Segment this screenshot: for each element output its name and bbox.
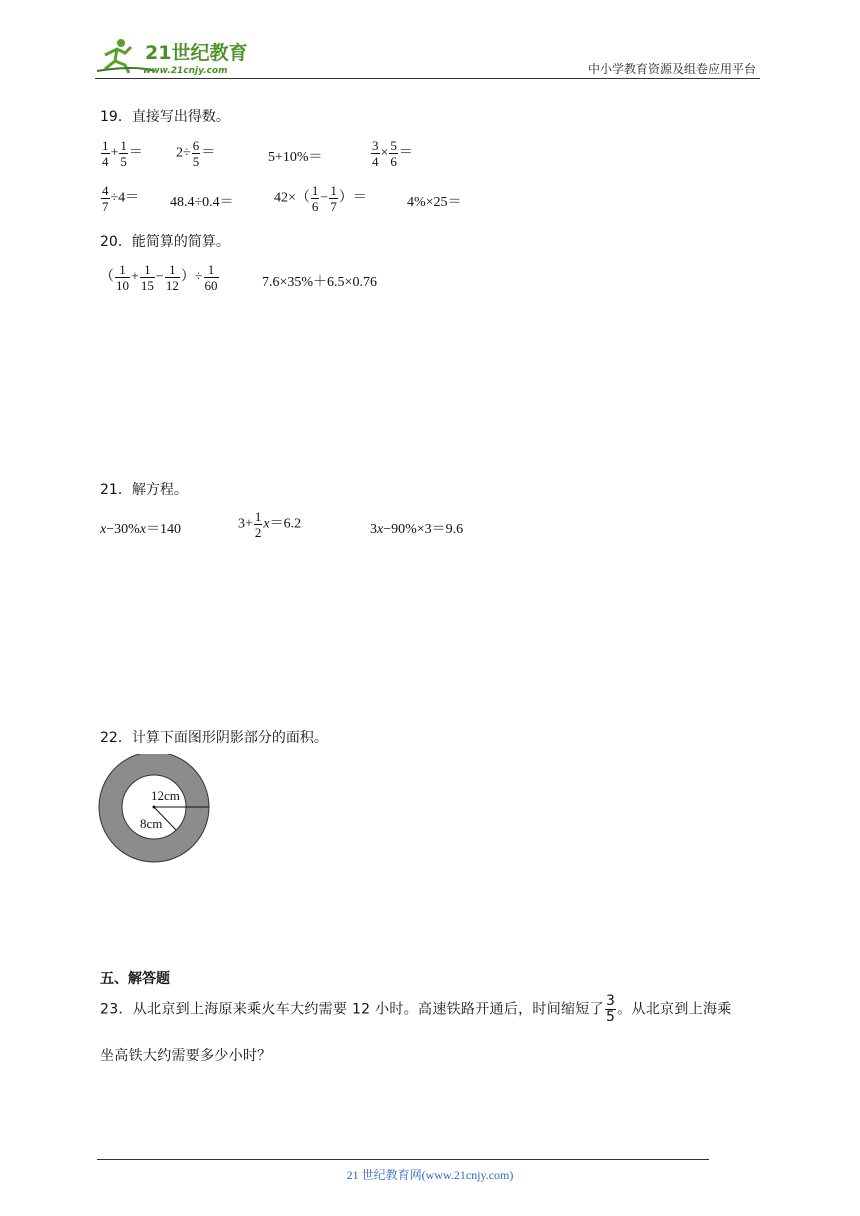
logo-text: 21世纪教育	[145, 42, 248, 64]
footer-link[interactable]: 21 世纪教育网(www.21cnjy.com)	[346, 1168, 514, 1182]
q19-expr-4: $\frac{3}{4}$ × $\frac{5}{6}$ ＝	[372, 138, 413, 169]
q19-expr-6: 48.4÷0.4＝	[170, 195, 234, 210]
q20-expr-1: （ $\frac{1}{10}$ + $\frac{1}{15}$ − $\frac{1}{12}$ ）÷ $\frac{1}{60}$	[100, 262, 218, 293]
fraction: $\frac{6}{5}$	[192, 138, 200, 169]
annulus-diagram	[96, 754, 216, 866]
q19-expr-8: 4%×25＝	[407, 195, 462, 210]
center-point	[153, 806, 156, 809]
outer-radius-label: 12cm	[151, 788, 180, 803]
q21-equation-2: 3+ $\frac{1}{2}$ x＝6.2	[238, 509, 302, 540]
fraction: $\frac{1}{2}$	[254, 509, 262, 540]
fraction: $\frac{5}{6}$	[390, 138, 397, 169]
q23-line-2: 坐高铁大约需要多少小时？	[100, 1048, 272, 1064]
fraction: $\frac{1}{10}$	[116, 262, 129, 293]
site-logo	[95, 35, 265, 77]
fraction: $\frac{3}{5}$	[605, 993, 616, 1025]
q19-expr-3: 5+10%＝	[268, 150, 323, 165]
fraction: $\frac{1}{15}$	[140, 262, 154, 293]
q22-label: 22．计算下面图形阴影部分的面积。	[100, 730, 328, 746]
q20-expr-2: 7.6×35%＋6.5×0.76	[262, 275, 377, 290]
section-title: 五、解答题	[100, 971, 170, 987]
fraction: $\frac{1}{4}$	[102, 138, 109, 169]
fraction: $\frac{1}{12}$	[165, 262, 179, 293]
q21-equation-1: x−30%x＝140	[100, 522, 181, 537]
q19-expr-5: $\frac{4}{7}$ ÷4＝	[102, 183, 140, 214]
q19-expr-7: 42×（ $\frac{1}{6}$ − $\frac{1}{7}$ ）＝	[274, 183, 367, 214]
q19-label: 19．直接写出得数。	[100, 109, 230, 125]
fraction: $\frac{4}{7}$	[102, 183, 109, 214]
fraction: $\frac{1}{60}$	[204, 262, 218, 293]
q19-expr-1: $\frac{1}{4}$ + $\frac{1}{5}$ ＝	[102, 138, 143, 169]
fraction: $\frac{1}{7}$	[330, 183, 337, 214]
fraction: $\frac{1}{6}$	[311, 183, 319, 214]
fraction: $\frac{1}{5}$	[120, 138, 127, 169]
q23-line-1: 23．从北京到上海原来乘火车大约需要 12 小时。高速铁路开通后，时间缩短了 $\frac{3}{5}$ 。从北京到上海乘	[100, 993, 732, 1025]
logo-url-text: www.21cnjy.com	[143, 66, 228, 76]
header-divider	[95, 78, 760, 79]
footer-divider	[97, 1159, 709, 1160]
inner-radius-label: 8cm	[140, 816, 163, 831]
header-platform-text: 中小学教育资源及组卷应用平台	[587, 62, 756, 76]
fraction: $\frac{3}{4}$	[372, 138, 379, 169]
q21-equation-3: 3x−90%×3＝9.6	[370, 522, 464, 537]
q19-expr-2: 2÷ $\frac{6}{5}$ ＝	[176, 138, 216, 169]
q21-label: 21．解方程。	[100, 482, 188, 498]
q20-label: 20．能简算的简算。	[100, 234, 230, 250]
